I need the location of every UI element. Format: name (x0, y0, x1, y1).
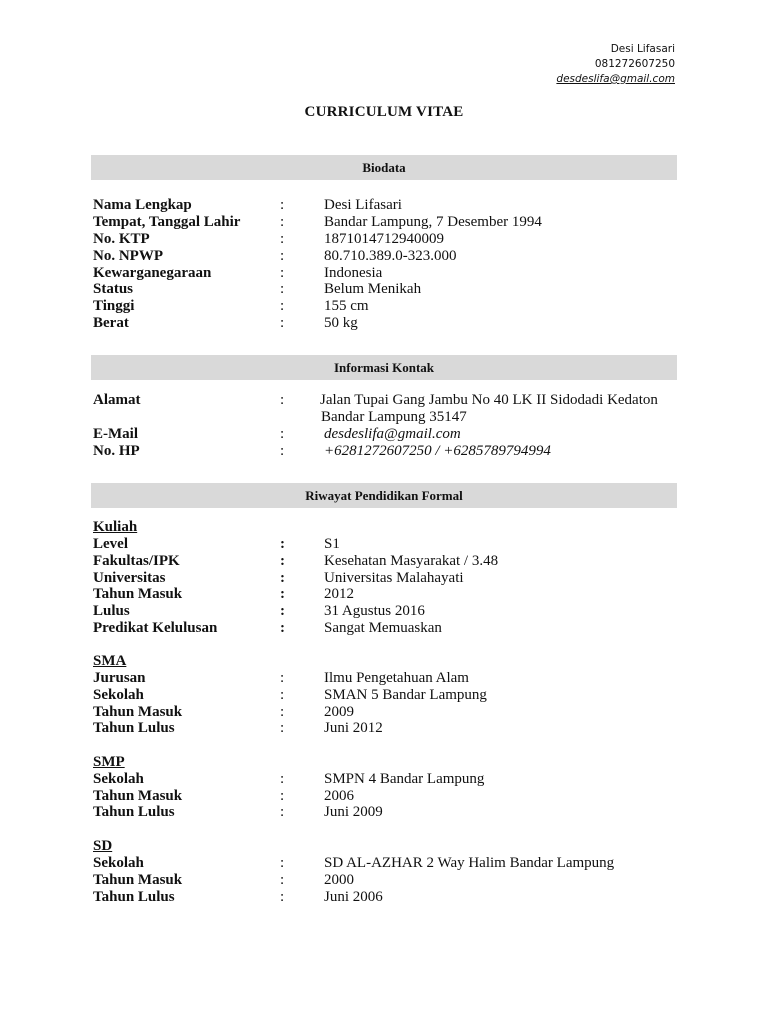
field-separator: : (280, 265, 285, 281)
field-separator: : (280, 586, 285, 602)
field-value: Juni 2012 (324, 720, 383, 736)
email-link[interactable]: desdeslifa@gmail.com (324, 426, 461, 442)
field-separator: : (280, 570, 285, 586)
field-value: 50 kg (324, 315, 358, 331)
education-row (93, 704, 683, 721)
education-row (93, 553, 683, 570)
field-value: 2006 (324, 788, 354, 804)
sma-subheading: SMA (93, 653, 127, 669)
field-label: Alamat (93, 392, 141, 408)
field-separator: : (280, 426, 285, 442)
field-label: Universitas (93, 570, 166, 586)
field-value: SMAN 5 Bandar Lampung (324, 687, 487, 703)
field-value: Indonesia (324, 265, 383, 281)
field-separator: : (280, 298, 285, 314)
field-label: Sekolah (93, 687, 144, 703)
field-value: 80.710.389.0-323.000 (324, 248, 457, 264)
education-row (93, 872, 683, 889)
header-name: Desi Lifasari (610, 43, 675, 55)
field-separator: : (280, 788, 285, 804)
header-email-link[interactable]: desdeslifa@gmail.com (556, 73, 675, 85)
field-value: Juni 2006 (324, 889, 383, 905)
kontak-section-header: Informasi Kontak (91, 355, 677, 380)
biodata-row (93, 315, 683, 332)
biodata-row (93, 214, 683, 231)
field-separator: : (280, 231, 285, 247)
field-label: Predikat Kelulusan (93, 620, 218, 636)
education-row (93, 670, 683, 687)
field-separator: : (280, 443, 285, 459)
kontak-row-alamat-2 (93, 409, 683, 426)
field-separator: : (280, 281, 285, 297)
smp-subheading: SMP (93, 754, 125, 770)
field-value: Juni 2009 (324, 804, 383, 820)
field-value: 2012 (324, 586, 354, 602)
biodata-row (93, 281, 683, 298)
field-separator: : (280, 687, 285, 703)
field-value: Desi Lifasari (324, 197, 402, 213)
biodata-row (93, 197, 683, 214)
field-value: Universitas Malahayati (324, 570, 464, 586)
field-value: 155 cm (324, 298, 369, 314)
biodata-row (93, 231, 683, 248)
field-label: Level (93, 536, 128, 552)
education-row (93, 855, 683, 872)
education-row (93, 771, 683, 788)
education-row (93, 586, 683, 603)
field-value: SMPN 4 Bandar Lampung (324, 771, 485, 787)
field-label: Nama Lengkap (93, 197, 192, 213)
field-label: Lulus (93, 603, 130, 619)
field-label: Tahun Masuk (93, 704, 183, 720)
field-separator: : (280, 620, 285, 636)
field-separator: : (280, 804, 285, 820)
field-label: Berat (93, 315, 129, 331)
header-phone: 081272607250 (594, 58, 675, 70)
field-value: 2000 (324, 872, 354, 888)
field-value: Belum Menikah (324, 281, 422, 297)
field-label: Tahun Masuk (93, 788, 183, 804)
field-separator: : (280, 670, 285, 686)
kontak-row-hp (93, 443, 683, 460)
document-title: CURRICULUM VITAE (304, 104, 464, 120)
biodata-row (93, 265, 683, 282)
education-row (93, 804, 683, 821)
education-row (93, 620, 683, 637)
field-label: No. NPWP (93, 248, 163, 264)
field-label: Jurusan (93, 670, 146, 686)
biodata-row (93, 298, 683, 315)
field-separator: : (280, 771, 285, 787)
field-value: Bandar Lampung, 7 Desember 1994 (324, 214, 542, 230)
field-separator: : (280, 603, 285, 619)
education-row (93, 788, 683, 805)
header-contact (556, 42, 675, 87)
field-value: Ilmu Pengetahuan Alam (324, 670, 469, 686)
field-value: 1871014712940009 (324, 231, 444, 247)
pendidikan-section-header: Riwayat Pendidikan Formal (91, 483, 677, 508)
field-separator: : (280, 197, 285, 213)
education-row (93, 603, 683, 620)
field-separator: : (280, 315, 285, 331)
field-label: Tinggi (93, 298, 135, 314)
field-label: Kewarganegaraan (93, 265, 212, 281)
biodata-section-header: Biodata (91, 155, 677, 180)
education-row (93, 536, 683, 553)
education-row (93, 687, 683, 704)
field-label: E-Mail (93, 426, 138, 442)
field-label: Tempat, Tanggal Lahir (93, 214, 241, 230)
field-label: Tahun Masuk (93, 586, 183, 602)
field-separator: : (280, 872, 285, 888)
address-line-1: Jalan Tupai Gang Jambu No 40 LK II Sidodadi Kedaton (320, 392, 658, 408)
field-label: Fakultas/IPK (93, 553, 180, 569)
education-row (93, 720, 683, 737)
field-separator: : (280, 720, 285, 736)
field-separator: : (280, 248, 285, 264)
field-separator: : (280, 553, 285, 569)
field-label: Tahun Lulus (93, 889, 175, 905)
field-separator: : (280, 889, 285, 905)
address-line-2: Bandar Lampung 35147 (321, 409, 467, 425)
education-row (93, 570, 683, 587)
field-separator: : (280, 536, 285, 552)
kontak-row-alamat (93, 392, 683, 409)
field-label: Sekolah (93, 771, 144, 787)
field-value: SD AL-AZHAR 2 Way Halim Bandar Lampung (324, 855, 615, 871)
education-row (93, 889, 683, 906)
field-separator: : (280, 855, 285, 871)
field-label: Tahun Masuk (93, 872, 183, 888)
field-label: Sekolah (93, 855, 144, 871)
field-label: No. HP (93, 443, 140, 459)
kontak-row-email (93, 426, 683, 443)
phone-value: +6281272607250 / +6285789794994 (324, 443, 551, 459)
field-label: Status (93, 281, 134, 297)
field-value: 31 Agustus 2016 (324, 603, 425, 619)
biodata-row (93, 248, 683, 265)
field-value: Sangat Memuaskan (324, 620, 442, 636)
field-separator: : (280, 214, 285, 230)
field-value: S1 (324, 536, 340, 552)
sd-subheading: SD (93, 838, 113, 854)
field-separator: : (280, 392, 285, 408)
field-label: Tahun Lulus (93, 804, 175, 820)
field-value: Kesehatan Masyarakat / 3.48 (324, 553, 499, 569)
field-value: 2009 (324, 704, 354, 720)
field-label: No. KTP (93, 231, 150, 247)
field-label: Tahun Lulus (93, 720, 175, 736)
field-separator: : (280, 704, 285, 720)
kuliah-subheading: Kuliah (93, 519, 138, 535)
